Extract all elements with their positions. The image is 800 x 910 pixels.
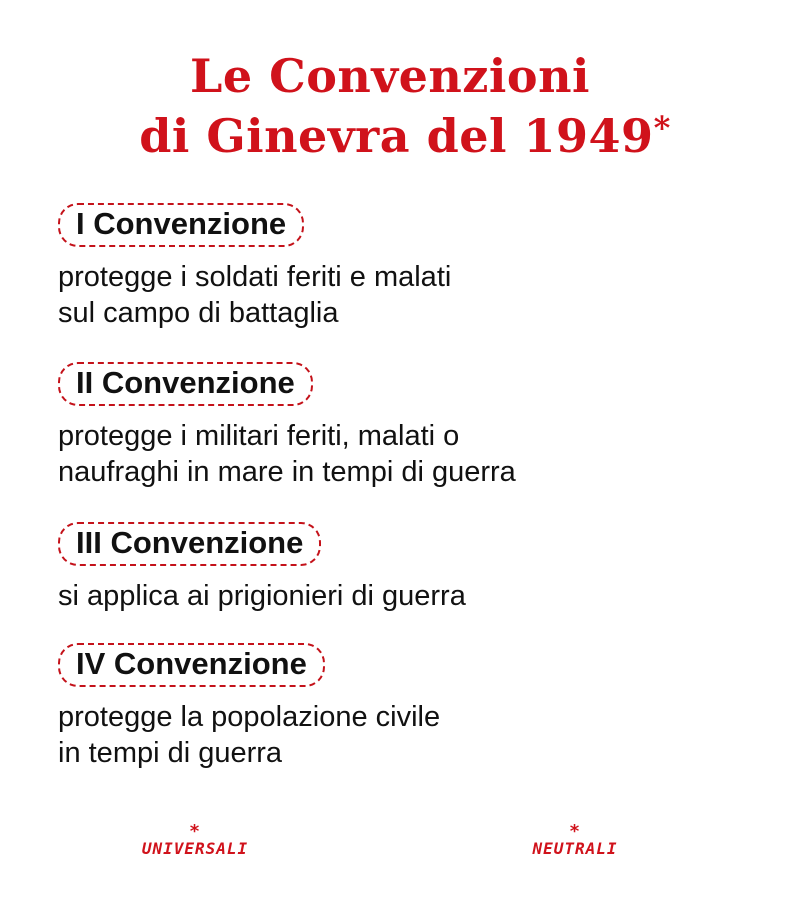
convention-description	[58, 699, 758, 771]
convention-label: I Convenzione	[58, 203, 304, 247]
description-line: in tempi di guerra	[58, 737, 283, 769]
description-line: naufraghi in mare in tempi di guerra	[58, 456, 516, 488]
star-icon: *	[189, 821, 201, 842]
description-line: protegge i soldati feriti e malati	[58, 261, 452, 293]
convention-label: II Convenzione	[58, 362, 313, 406]
section-convention-2	[58, 362, 758, 490]
description-line: si applica ai prigionieri di guerra	[58, 580, 466, 612]
section-convention-1	[58, 203, 758, 331]
convention-description	[58, 418, 758, 490]
convention-label: III Convenzione	[58, 522, 321, 566]
neutrali-logo	[520, 821, 630, 858]
convention-description	[58, 578, 758, 614]
convention-label: IV Convenzione	[58, 643, 325, 687]
title-asterisk: *	[653, 109, 671, 147]
title-line-2	[10, 106, 800, 166]
page-title	[0, 46, 800, 166]
universali-text: UNIVERSALI	[141, 839, 249, 858]
description-line: protegge la popolazione civile	[58, 701, 441, 733]
convention-description	[58, 259, 758, 331]
description-line: sul campo di battaglia	[58, 297, 339, 329]
section-convention-4	[58, 643, 758, 771]
title-line-1: Le Convenzioni	[190, 49, 590, 103]
description-line: protegge i militari feriti, malati o	[58, 420, 460, 452]
star-icon: *	[569, 821, 581, 842]
title-line-2-text: di Ginevra del 1949	[139, 109, 654, 163]
neutrali-text: NEUTRALI	[532, 839, 618, 858]
universali-logo	[135, 821, 255, 858]
section-convention-3	[58, 522, 758, 614]
